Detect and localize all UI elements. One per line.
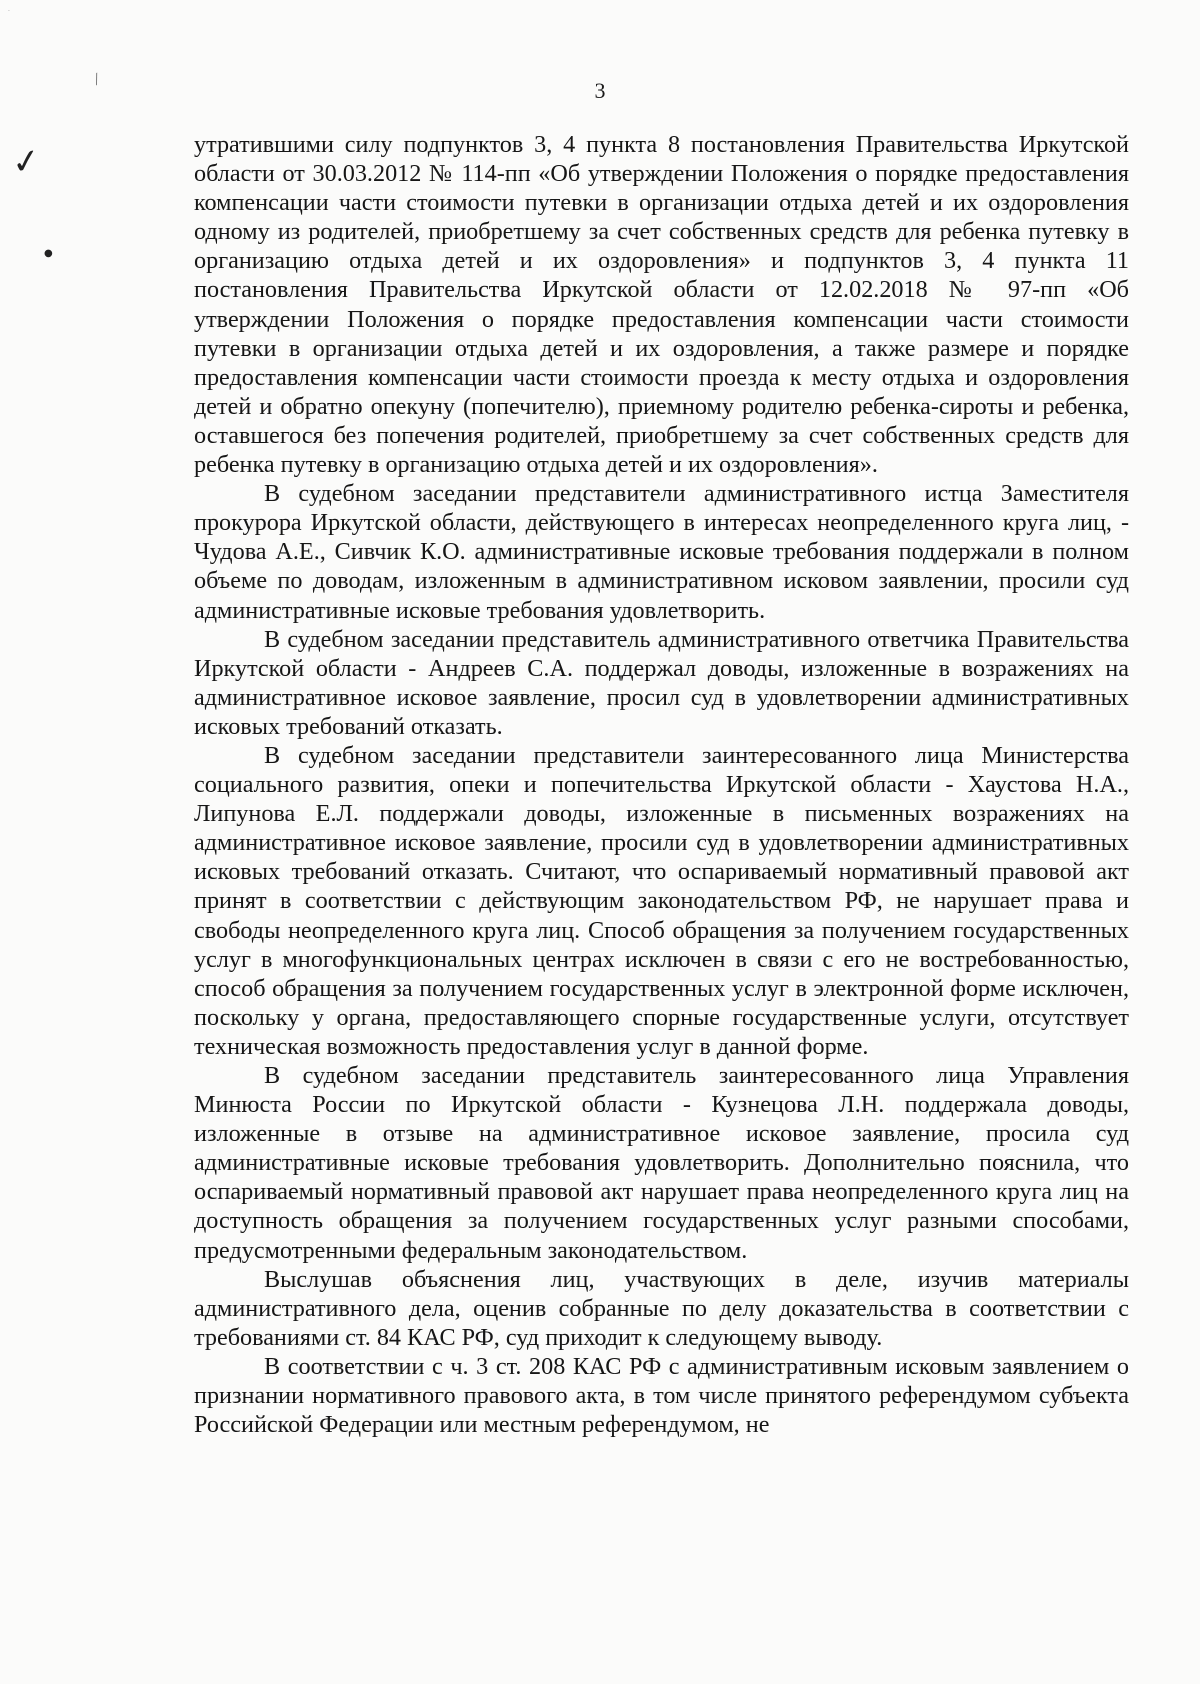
paragraph-minjust-representative: В судебном заседании представитель заинтересованного лица Управления Минюста России по Иркутской области - Кузнецова Л.Н. поддержала доводы, изложенные в отзыве на административное исковое заявление, просила суд административные исковые требования удовлетворить. Дополнительно пояснила, что оспариваемый нормативный правовой акт нарушает права неопределенного круга лиц на доступность обращения за получением государственных услуг разными способами, предусмотренными федеральным законодательством. — [194, 1062, 1129, 1264]
paragraph-legal-basis: В соответствии с ч. 3 ст. 208 КАС РФ с административным исковым заявлением о признании нормативного правового акта, в том числе принятого референдумом субъекта Российской Федерации или местным референдумом, не — [194, 1352, 1129, 1439]
paragraph-court-conclusion: Выслушав объяснения лиц, участвующих в деле, изучив материалы административного дела, оценив собранные по делу доказательства в соответствии с требованиями ст. 84 КАС РФ, суд приходит к следующему выводу. — [194, 1265, 1129, 1351]
paragraph-continuation: утратившими силу подпунктов 3, 4 пункта 8 постановления Правительства Иркутской области от 30.03.2012 № 114-пп «Об утверждении Положения о порядке предоставления компенсации части стоимости путевки в организации отдыха детей и их оздоровления одному из родителей, приобретшему за счет собственных средств для ребенка путевку в организацию отдыха детей и их оздоровления» и подпунктов 3, 4 пункта 11 постановления Правительства Иркутской области от 12.02.2018 № 97-пп «Об утверждении Положения о порядке предоставления компенсации части стоимости путевки в организации отдыха детей и их оздоровления, а также размере и порядке предоставления компенсации части стоимости проезда к месту отдыха и оздоровления детей и обратно опекуну (попечителю), приемному родителю ребенка-сироты и ребенка, оставшегося без попечения родителей, приобретшему за счет собственных средств для ребенка путевку в организацию отдыха детей и их оздоровления». — [194, 131, 1129, 479]
check-mark-icon: ✓ — [9, 140, 44, 184]
dot-icon: ● — [44, 248, 53, 259]
page-number: 3 — [594, 78, 606, 103]
paragraph-defendant-representative: В судебном заседании представитель административного ответчика Правительства Иркутской области - Андреев С.А. поддержал доводы, изложенные в возражениях на административное исковое заявление, просил суд в удовлетворении административных исковых требований отказать. — [194, 625, 1129, 740]
paragraph-plaintiff-representatives: В судебном заседании представители административного истца Заместителя прокурора Иркутской области, действующего в интересах неопределенного круга лиц, - Чудова А.Е., Сивчик К.О. административные исковые требования поддержали в полном объеме по доводам, изложенным в административном исковом заявлении, просили суд административные исковые требования удовлетворить. — [194, 480, 1129, 624]
document-body — [194, 130, 1129, 1439]
paragraph-ministry-representatives: В судебном заседании представители заинтересованного лица Министерства социального развития, опеки и попечительства Иркутской области - Хаустова Н.А., Липунова Е.Л. поддержали доводы, изложенные в письменных возражениях на административное исковое заявление, просили суд в удовлетворении административных исковых требований отказать. Считают, что оспариваемый нормативный правовой акт принят в соответствии с действующим законодательством РФ, не нарушает права и свободы неопределенного круга лиц. Способ обращения за получением государственных услуг в многофункциональных центрах исключен в связи с его не востребованностью, способ обращения за получением государственных услуг в электронной форме исключен, поскольку у органа, предоставляющего спорные государственные услуги, отсутствует техническая возможность предоставления услуг в данной форме. — [194, 741, 1129, 1060]
scan-stroke-mark: ⁄ — [92, 72, 103, 88]
scan-speck-mark: · — [8, 8, 10, 15]
